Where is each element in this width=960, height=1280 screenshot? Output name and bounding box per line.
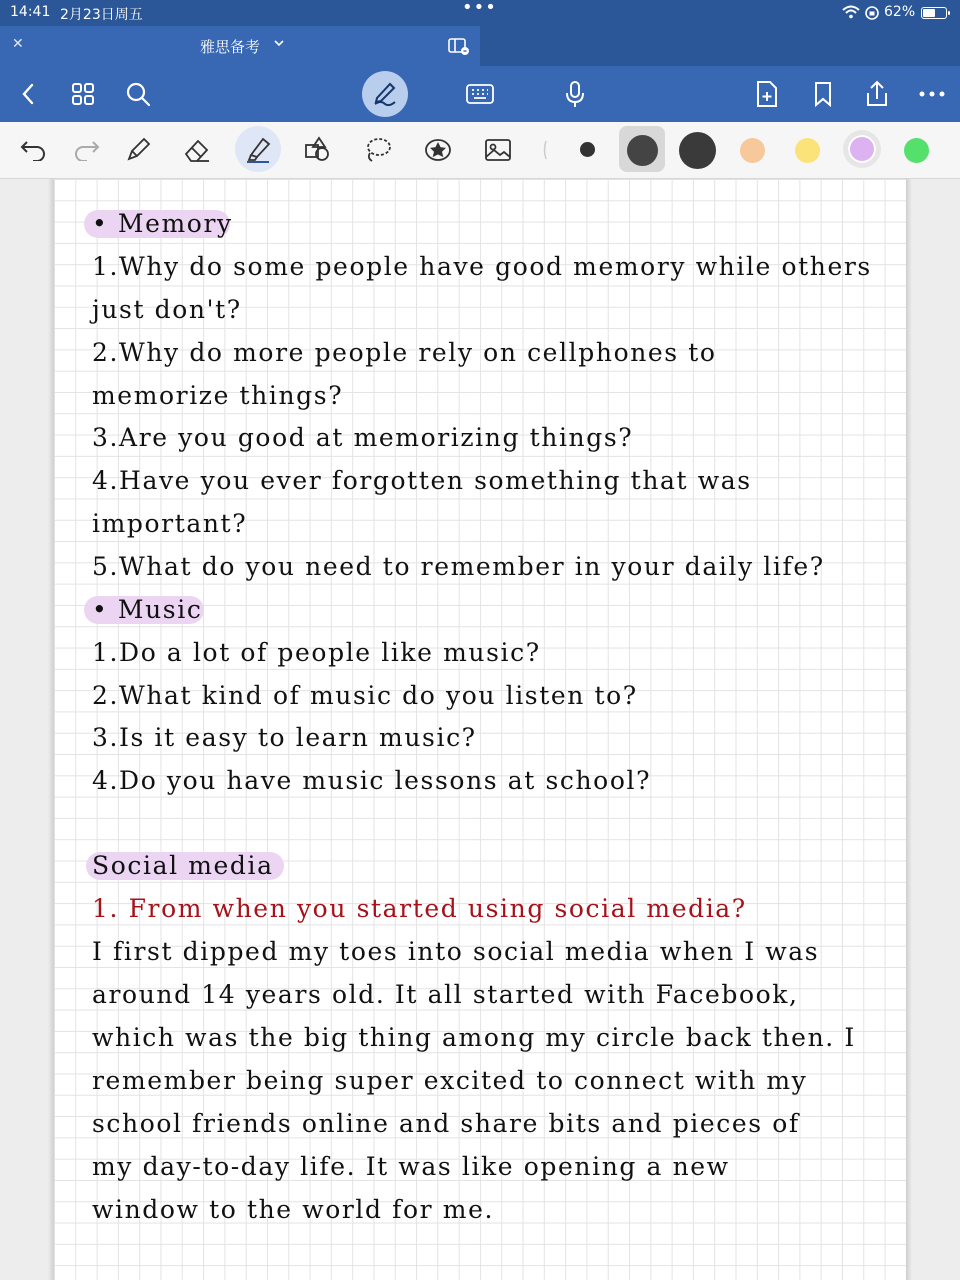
battery-icon	[921, 7, 947, 19]
wifi-icon	[842, 5, 860, 23]
tab-bar	[0, 26, 960, 66]
redo-icon[interactable]	[70, 122, 104, 178]
close-tab-icon[interactable]: ✕	[12, 36, 24, 52]
image-icon[interactable]	[478, 122, 518, 178]
note-line: important?	[92, 509, 248, 538]
more-icon[interactable]	[916, 66, 948, 122]
status-time: 14:41	[10, 4, 51, 20]
color-peach[interactable]	[740, 138, 765, 163]
heading-social-media: Social media	[92, 851, 274, 880]
drawing-tools-bar	[0, 122, 960, 179]
note-line: 3.Is it easy to learn music?	[92, 723, 477, 752]
document-tab[interactable]	[0, 26, 480, 66]
note-line: 5.What do you need to remember in your daily life?	[92, 552, 825, 581]
pen-size-medium[interactable]	[627, 135, 658, 166]
note-line: 1.Do a lot of people like music?	[92, 638, 541, 667]
note-line: 2.Why do more people rely on cellphones to	[92, 338, 717, 367]
color-lavender[interactable]	[848, 135, 876, 163]
answer-line: around 14 years old. It all started with Facebook,	[92, 980, 799, 1009]
pen-mode-button[interactable]	[362, 71, 408, 117]
document-title[interactable]: 雅思备考	[200, 38, 261, 56]
note-line: 1.Why do some people have good memory while others	[92, 252, 872, 281]
back-icon[interactable]	[12, 66, 44, 122]
toolbar-divider	[538, 122, 552, 178]
heading-memory: • Memory	[92, 209, 233, 238]
pen-tool-icon[interactable]	[120, 122, 156, 178]
pen-size-small[interactable]	[580, 142, 595, 157]
question-line: 1. From when you started using social media?	[92, 894, 747, 923]
search-icon[interactable]	[120, 66, 156, 122]
heading-music: • Music	[92, 595, 203, 624]
answer-line: remember being super excited to connect with my	[92, 1066, 808, 1095]
answer-line: I first dipped my toes into social media when I was	[92, 937, 820, 966]
eraser-icon[interactable]	[178, 122, 216, 178]
chevron-down-icon[interactable]	[274, 37, 284, 50]
note-line: memorize things?	[92, 381, 344, 410]
main-toolbar	[0, 66, 960, 122]
grid-icon[interactable]	[66, 66, 100, 122]
add-page-icon[interactable]	[752, 66, 782, 122]
pen-size-large[interactable]	[679, 132, 716, 169]
microphone-icon[interactable]	[558, 66, 592, 122]
pen-icon	[371, 78, 399, 110]
answer-line: which was the big thing among my circle back then. I	[92, 1023, 856, 1052]
answer-line: school friends online and share bits and pieces of	[92, 1109, 800, 1138]
highlighter-icon[interactable]	[238, 122, 278, 178]
note-line: just don't?	[92, 295, 242, 324]
keyboard-icon[interactable]	[462, 66, 498, 122]
lasso-icon[interactable]	[358, 122, 398, 178]
shapes-icon[interactable]	[298, 122, 338, 178]
orientation-lock-icon	[864, 5, 880, 25]
answer-line: window to the world for me.	[92, 1195, 495, 1224]
note-line: 2.What kind of music do you listen to?	[92, 681, 638, 710]
status-date: 2月23日周五	[60, 7, 143, 23]
share-icon[interactable]	[860, 66, 894, 122]
status-bar	[0, 0, 960, 26]
note-line: 4.Do you have music lessons at school?	[92, 766, 652, 795]
answer-line: my day-to-day life. It was like opening a new	[92, 1152, 730, 1181]
sticker-icon[interactable]	[418, 122, 458, 178]
split-view-icon[interactable]	[448, 37, 470, 59]
note-line: 3.Are you good at memorizing things?	[92, 423, 634, 452]
bookmark-icon[interactable]	[808, 66, 838, 122]
page-shadow-right	[906, 179, 912, 1280]
battery-percent: 62%	[884, 4, 916, 20]
note-line: 4.Have you ever forgotten something that was	[92, 466, 752, 495]
color-green[interactable]	[904, 138, 929, 163]
color-yellow[interactable]	[795, 138, 820, 163]
multitask-dots[interactable]: •••	[462, 0, 497, 18]
undo-icon[interactable]	[16, 122, 50, 178]
